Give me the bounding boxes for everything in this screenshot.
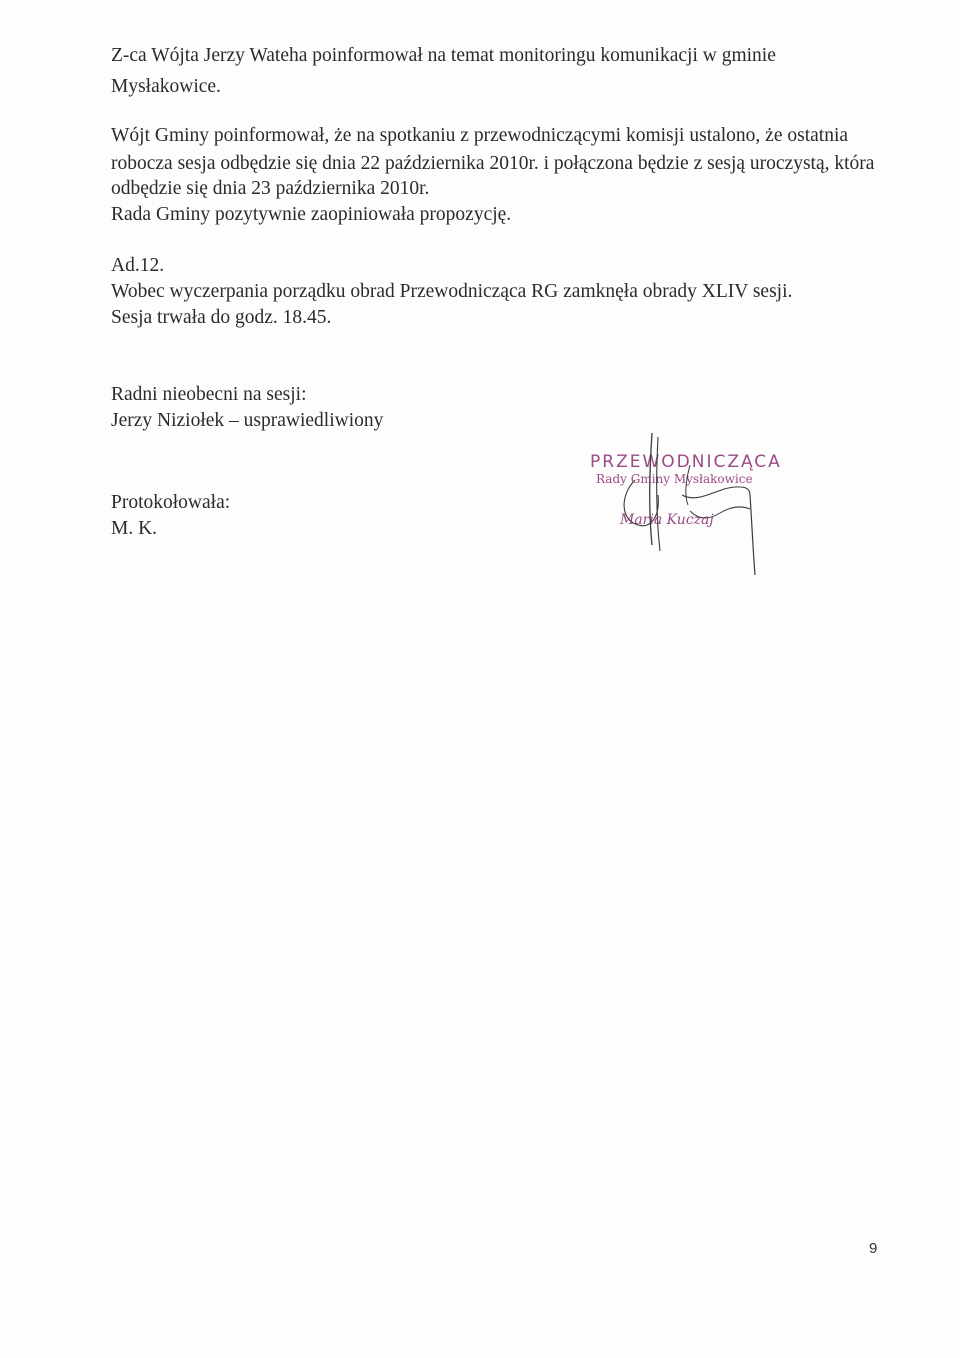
paragraph-2-line-3: odbędzie się dnia 23 października 2010r. [111,178,430,199]
stamp-title: PRZEWODNICZĄCA [590,452,782,472]
item-12-line-1: Wobec wyczerpania porządku obrad Przewodnicząca RG zamknęła obrady XLIV sesji. [111,281,793,302]
paragraph-2-line-1: Wójt Gminy poinformował, że na spotkaniu z przewodniczącymi komisji ustalono, że ostatnia [111,125,849,146]
paragraph-1-line-1: Z-ca Wójta Jerzy Wateha poinformował na temat monitoringu komunikacji w gminie [111,45,776,66]
item-12-heading: Ad.12. [111,255,165,276]
protocol-initials: M. K. [111,518,158,539]
paragraph-2-line-2: robocza sesja odbędzie się dnia 22 października 2010r. i połączona będzie z sesją uroczystą, która [111,153,875,174]
page-number: 9 [869,1240,878,1257]
handwritten-signature [590,425,790,585]
paragraph-2-line-4: Rada Gminy pozytywnie zaopiniowała propozycję. [111,204,512,225]
paragraph-1-line-2: Mysłakowice. [111,76,221,97]
stamp-subtitle: Rady Gminy Mysłakowice [596,472,753,486]
protocol-label: Protokołowała: [111,492,231,513]
stamp-name: Maria Kuczaj [620,512,714,528]
absent-entry: Jerzy Niziołek – usprawiedliwiony [111,410,384,431]
absent-label: Radni nieobecni na sesji: [111,384,307,405]
item-12-line-2: Sesja trwała do godz. 18.45. [111,307,332,328]
